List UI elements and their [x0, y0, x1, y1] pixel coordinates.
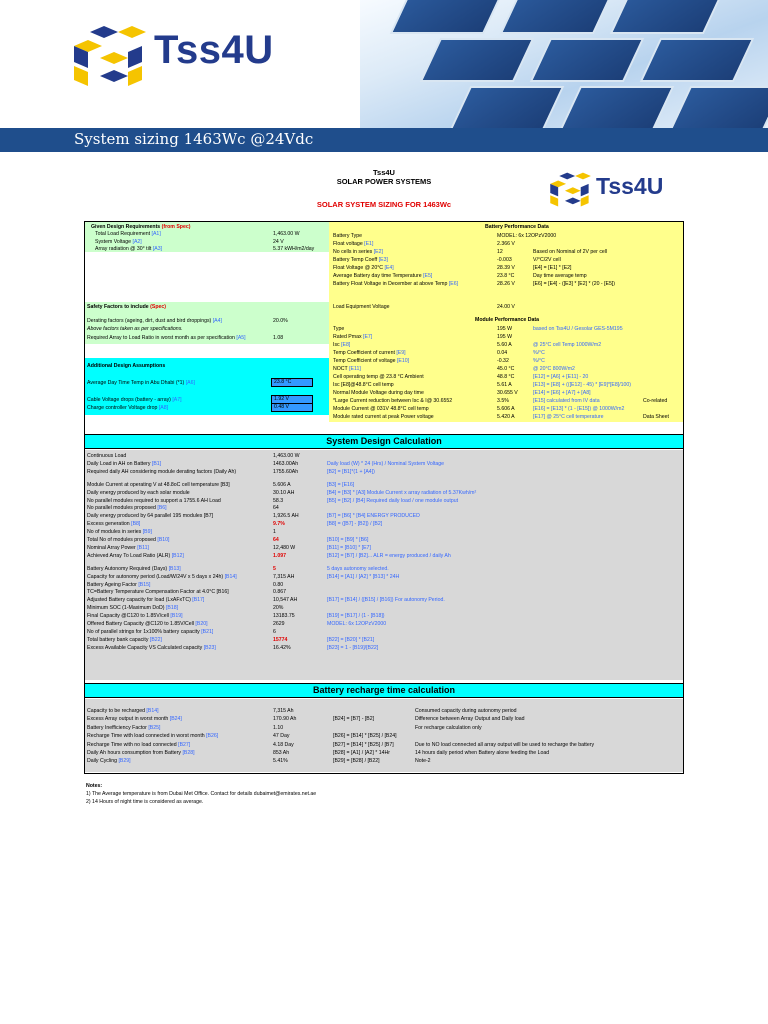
system-row-label [87, 521, 140, 527]
system-formula: [B11] = [B10] * [E7] [327, 544, 371, 551]
battery-row-label [333, 273, 432, 279]
recharge-row-label [87, 716, 182, 722]
module-value: 0.04 [497, 350, 508, 356]
solar-panel-photo [360, 0, 768, 128]
system-formula: [B19] = [B17] / (1 - [B18]) [327, 613, 385, 620]
recharge-row-label [87, 750, 195, 756]
battery-value: 28.39 V [497, 265, 515, 271]
battery-row-label [333, 281, 458, 287]
doc-subtitle: SOLAR POWER SYSTEMS [336, 177, 432, 186]
requirement-row-label [95, 239, 142, 245]
alr-label: Required Array to Load Ratio in worst month as per specification [87, 335, 235, 341]
recharge-row-label [87, 733, 218, 739]
recharge-note: Note-2 [415, 758, 431, 765]
battery-label: Battery Temp Coeff [333, 257, 378, 263]
module-value: 5.60 A [497, 342, 512, 348]
system-ref: [B14] [224, 573, 237, 580]
system-label: Total battery bank capacity [87, 636, 149, 643]
recharge-ref: [B27] [178, 741, 191, 748]
battery-ref: [E3] [378, 257, 388, 263]
system-row-label [87, 553, 184, 559]
module-row-label [333, 382, 394, 388]
module-ref: [E7] [363, 334, 373, 340]
system-label: Final Capacity @C120 to 1.85V/cell [87, 613, 169, 620]
system-row-label [87, 505, 167, 511]
recharge-ref: [B26] [206, 733, 219, 740]
battery-heading: Battery Performance Data [485, 224, 549, 230]
requirement-ref: [A3] [152, 246, 163, 253]
system-label: Continuous Load [87, 453, 127, 459]
derating-label: Derating factors (ageing, dirt, dust and bird droppings) [87, 318, 212, 324]
battery-row-label [333, 249, 383, 255]
battery-ref: [E1] [364, 241, 374, 247]
module-label: NOCT [333, 366, 348, 372]
system-row-label [87, 529, 152, 535]
recharge-value: 1.10 [273, 724, 284, 731]
system-formula: [B4] = [B3] * [A3] Module Current x array radiation of 5.37Kwh/m² [327, 489, 477, 496]
system-design-heading: System Design Calculation [85, 434, 683, 449]
brand-logo-icon [70, 22, 148, 88]
system-label: No parallel modules proposed [87, 505, 156, 512]
system-value: 6 [273, 628, 276, 635]
page-header [0, 0, 768, 128]
system-formula: [B12] = [B7] / [B2]... ALR = energy produced / daily Ah [327, 552, 451, 559]
module-ref: [E10] [396, 358, 410, 364]
recharge-value: 5.41% [273, 758, 288, 765]
system-value: 9.7% [273, 521, 285, 528]
system-value: 1 [273, 529, 276, 536]
module-row-label [333, 350, 406, 356]
requirement-value: 1,463.00 W [273, 231, 300, 237]
module-note: based on Tss4U / Gesolar GES-5M195 [533, 326, 623, 332]
module-note: @ 20°C 800W/m2 [533, 366, 575, 372]
brand-name: Tss4U [154, 28, 274, 72]
system-formula: Daily load (W) * 24 (Hrs) / Nominal System Voltage [327, 460, 445, 467]
system-formula: [B10] = [B9] * [B6] [327, 537, 369, 543]
load-voltage-label: Load Equipment Voltage [333, 304, 390, 310]
module-note: [E13] = [E8] + (([E12] - 45) * [E9]*[E8]/100) [533, 382, 632, 388]
recharge-label: Recharge Time with load connected in worst month [87, 733, 205, 740]
assumption-label: Charge controller Voltage drop [87, 405, 158, 411]
system-label: Offered Battery Capacity @C120 to 1.85V/Cell [87, 621, 194, 627]
requirement-ref: [A1] [151, 231, 161, 237]
recharge-heading: Battery recharge time calculation [85, 683, 683, 698]
battery-note: [E6] = [E4] - ([E3] * [E2] * (20 - [E5]) [533, 281, 616, 287]
system-value: 10,547 AH [273, 597, 298, 604]
battery-label: Average Battery day time Temperature [333, 273, 422, 279]
recharge-row-label [87, 758, 131, 764]
load-voltage-value: 24.00 V [497, 304, 515, 310]
derating-ref: [A4] [212, 318, 222, 324]
requirement-label: Array radiation @ 30° tilt [95, 246, 152, 253]
system-value: 5 [273, 565, 276, 572]
module-note: [E14] = [E6] + [A7] + [A8] [533, 390, 591, 396]
module-value: 195 W [497, 334, 512, 340]
recharge-label: Excess Array output in worst month [87, 716, 169, 723]
system-label: No of parallel strings for 1x100% battery capacity [87, 628, 200, 635]
battery-value: MODEL: 6x 12OPzV2000 [497, 233, 557, 239]
battery-value: 28.26 V [497, 281, 515, 287]
alr-ref: [A5] [236, 335, 246, 341]
system-ref: [B12] [171, 552, 184, 559]
derating-value: 20.0% [273, 318, 288, 324]
system-ref: [B23] [203, 644, 216, 651]
system-label: Daily energy produced by each solar module [87, 489, 190, 496]
recharge-value: 47 Day [273, 733, 290, 740]
system-row-label [87, 461, 161, 467]
system-formula: MODEL: 6x 12OPzV2000 [327, 621, 387, 627]
system-value: 1,926.5 AH [273, 513, 299, 520]
module-label: Normal Module Voltage during day time [333, 390, 424, 396]
recharge-formula: [B28] = [A1] / [A2] * 14Hr [333, 750, 390, 756]
assumption-ref: [A7] [172, 397, 182, 403]
recharge-note: Due to NO load connected all array output will be used to recharge the battery [415, 741, 595, 748]
system-ref: [B17] [192, 597, 205, 604]
system-row-label [87, 490, 190, 496]
module-value: 30.655 V [497, 390, 518, 396]
assumptions-heading: Additional Design Assumptions [87, 363, 166, 369]
assumption-value: 1.92 V [271, 395, 313, 404]
doc-company: Tss4U [373, 168, 395, 177]
module-row-label [333, 414, 434, 420]
system-row-label [87, 597, 204, 603]
system-value: 20% [273, 605, 284, 612]
system-label: No of modules in series [87, 529, 142, 536]
battery-label: Battery Float Voltage in December at above Temp [333, 281, 448, 287]
module-label: Module rated current at peak Power voltage [333, 414, 434, 420]
battery-label: Float Voltage @ 20°C [333, 265, 384, 271]
system-label: Achieved Array To Load Ratio (ALR) [87, 552, 171, 559]
module-value: 45.0 °C [497, 366, 515, 372]
system-label: TC=Battery Temperature Compensation Factor at 4.0°C [B16] [87, 589, 229, 596]
system-formula: 5 days autonomy selected. [327, 565, 389, 572]
module-note: [E16] = [E13] * (1 - [E15]) @ 1000W/m2 [533, 406, 625, 412]
recharge-value: 170.90 Ah [273, 716, 297, 723]
module-label: Cell operating temp @ 23.8 °C Ambient [333, 374, 424, 380]
module-ref: [E11] [349, 366, 361, 372]
requirement-label: System Voltage [95, 238, 132, 245]
recharge-label: Recharge Time with no load connected [87, 741, 177, 748]
recharge-value: 7,315 Ah [273, 708, 294, 714]
battery-row-label [333, 265, 394, 271]
assumption-label-row [87, 380, 195, 386]
recharge-label: Capacity to be recharged [87, 708, 145, 714]
module-note-2: Co-related [643, 398, 668, 404]
module-note: [E12] = [A6] + [E11] - 20 [533, 374, 589, 380]
system-row-label [87, 645, 216, 651]
safety-heading: Safety Factors to include [87, 304, 149, 310]
module-value: 5.606 A [497, 406, 515, 412]
module-note: %/°C [533, 350, 545, 356]
sheet-title: SOLAR SYSTEM SIZING FOR 1463Wc [316, 200, 452, 209]
system-formula: [B17] = [B14] / ([B15] / [B16]) For autonomy Period. [327, 597, 445, 604]
system-value: 58.3 [273, 497, 284, 504]
page-title: System sizing 1463Wc @24Vdc [74, 130, 314, 148]
requirement-value: 24 V [273, 238, 284, 245]
system-value: 64 [273, 505, 279, 512]
battery-ref: [E4] [384, 265, 394, 271]
system-row-label [87, 513, 213, 519]
module-label: Isc [333, 342, 340, 348]
system-row-label [87, 545, 149, 551]
recharge-row-label [87, 742, 190, 748]
recharge-formula: [B27] = [B14] * [B25] / [B7] [333, 741, 394, 748]
recharge-row-label [87, 725, 160, 731]
recharge-label: Battery Inefficiency Factor [87, 724, 147, 731]
design-req-heading: Given Design Requirements [91, 224, 161, 230]
module-label: Module Current @ 031V 48.8°C cell temp [333, 406, 429, 412]
system-value: 0.867 [273, 589, 286, 596]
system-row-label [87, 566, 181, 572]
module-label: Rated Pmax [333, 334, 362, 340]
system-ref: [B10] [157, 537, 170, 543]
module-row-label [333, 398, 452, 404]
module-note: [E15] calculated from IV data [533, 398, 600, 404]
system-label: Excess Available Capacity VS Calculated capacity [87, 644, 203, 651]
system-formula: [B2] = [B1]*(1 + [A4]) [327, 468, 375, 475]
module-value: 195 W [497, 326, 512, 332]
module-value: 48.8 °C [497, 374, 515, 380]
battery-value: -0.003 [497, 257, 512, 263]
requirement-label: Total Load Requirement [95, 231, 151, 237]
design-req-note: (from Spec) [161, 224, 191, 230]
system-formula: [B22] = [B20] * [B21] [327, 636, 375, 643]
module-ref: [E9] [396, 350, 406, 356]
system-value: 7,315 AH [273, 573, 295, 580]
system-formula: [B14] = [A1] / [A2] * [B13] * 24H [327, 573, 400, 580]
system-ref: [B21] [201, 628, 214, 635]
system-label: Daily energy produced by 64 parallel 195 modules [B7] [87, 513, 214, 520]
system-label: Minimum SOC (1-Maximum DoD) [87, 605, 165, 612]
system-row-label [87, 574, 237, 580]
module-note: @ 25°C cell Temp 1000W/m2 [533, 342, 602, 348]
module-value: -0.32 [497, 358, 509, 364]
assumption-label-row [87, 397, 182, 403]
battery-note: V/°C/2V cell [533, 257, 561, 263]
module-row-label [333, 390, 424, 396]
recharge-note: 14 hours daily period when Battery alone feeding the Load [415, 750, 550, 756]
assumption-ref: [A6] [185, 380, 195, 386]
requirement-row-label [95, 231, 161, 237]
system-ref: [B22] [149, 636, 162, 643]
system-ref: [B11] [137, 544, 149, 551]
battery-ref: [E6] [448, 281, 459, 287]
recharge-formula: [B26] = [B14] * [B25] / [B24] [333, 733, 397, 740]
module-value: 3.5% [497, 398, 509, 404]
system-label: Nominal Array Power [87, 544, 136, 551]
system-label: Total No of modules proposed [87, 537, 156, 543]
recharge-label: Daily Ah hours consumption from Battery [87, 750, 181, 756]
system-row-label [87, 613, 183, 619]
sizing-sheet [84, 221, 684, 774]
battery-row-label [333, 233, 362, 239]
system-label: Module Current at operating V at 48.8oC cell temperature [B3] [87, 481, 230, 488]
system-ref: [B15] [138, 581, 151, 588]
recharge-ref: [B25] [148, 724, 161, 731]
module-label: *Large Current reduction between Isc & I@ 30.6552 [333, 398, 453, 404]
system-formula: [B3] = [E16] [327, 481, 355, 488]
system-row-label [87, 582, 150, 588]
module-heading: Module Performance Data [475, 317, 539, 323]
recharge-label: Daily Cycling [87, 758, 117, 765]
system-value: 13183.75 [273, 613, 295, 620]
assumption-ref: [A8] [158, 405, 169, 411]
battery-label: Battery Type [333, 233, 363, 239]
recharge-value: 853 Ah [273, 750, 290, 756]
system-ref: [B1] [151, 460, 162, 467]
recharge-ref: [B28] [182, 750, 195, 756]
system-row-label [87, 605, 178, 611]
module-value: 5.61 A [497, 382, 512, 388]
recharge-formula: [B24] = [B7] - [B2] [333, 716, 375, 723]
system-formula: [B7] = [B6] * [B4] ENERGY PRODUCED [327, 513, 420, 520]
system-row-label [87, 589, 229, 595]
system-label: Battery Ageing Factor [87, 581, 137, 588]
system-value: 1755.60Ah [273, 468, 299, 475]
assumption-value: 23.8 °C [271, 378, 313, 387]
module-row-label [333, 358, 409, 364]
module-row-label [333, 374, 424, 380]
module-note-2: Data Sheet [643, 414, 669, 420]
module-row-label [333, 406, 429, 412]
system-ref: [B8] [131, 521, 141, 528]
system-ref: [B6] [157, 505, 167, 512]
module-label: Type [333, 326, 345, 332]
system-row-label [87, 469, 236, 475]
assumption-label: Cable Voltage drops (battery - array) [87, 397, 171, 403]
system-ref: [B18] [165, 605, 179, 612]
module-row-label [333, 334, 372, 340]
system-ref: [B20] [195, 621, 208, 627]
battery-ref: [E2] [373, 249, 383, 255]
brand-name-small: Tss4U [596, 173, 664, 199]
system-value: 30.10 AH [273, 489, 295, 496]
safety-note: (Spec) [150, 304, 167, 310]
system-ref: [B19] [170, 613, 183, 620]
requirement-row-label [95, 246, 162, 252]
system-ref: [B9] [142, 529, 152, 536]
battery-row-label [333, 241, 373, 247]
module-row-label [333, 366, 361, 372]
system-row-label [87, 537, 170, 543]
recharge-note: Difference between Array Output and Daily load [415, 716, 525, 723]
system-value: 15774 [273, 636, 288, 643]
title-bar [0, 128, 768, 152]
alr-value: 1.08 [273, 335, 284, 341]
system-value: 1,463.00 W [273, 453, 300, 459]
module-label: Isc [E8]@48.8°C cell temp [333, 382, 394, 388]
recharge-ref: [B14] [146, 708, 159, 714]
battery-note: [E4] = [E1] * [E2] [533, 265, 572, 271]
notes-heading: Notes: [86, 783, 103, 789]
system-value: 1.097 [273, 552, 286, 559]
battery-label: Float voltage [333, 241, 363, 247]
battery-ref: [E5] [423, 273, 433, 279]
battery-value: 23.8 °C [497, 273, 515, 279]
system-value: 1463.00Ah [273, 460, 299, 467]
system-label: Adjusted Battery capacity for load (LxAFxTC) [87, 597, 191, 604]
module-ref: [E8] [341, 342, 351, 348]
recharge-value: 4.18 Day [273, 741, 294, 748]
system-row-label [87, 637, 162, 643]
battery-value: 2.366 V [497, 241, 515, 247]
module-row-label [333, 326, 344, 332]
note-1: 1) The Average temperature is from Dubai Met Office. Contact for details dubaimet@emirates.net.ae [86, 791, 317, 797]
requirement-value: 5.37 kWH/m2/day [273, 246, 315, 253]
module-value: 5.420 A [497, 414, 515, 420]
recharge-formula: [B29] = [B28] / [B22] [333, 758, 380, 765]
system-label: No parallel modules required to support a 1755.6 AH Load [87, 497, 221, 504]
system-row-label [87, 629, 213, 635]
system-label: Required daily AH considering module derating factors (Daily Ah) [87, 468, 237, 475]
system-label: Battery Autonomy Required (Days) [87, 565, 168, 572]
module-note: [E17] @ 25°C cell temperature [533, 414, 604, 420]
assumption-label-row [87, 405, 168, 411]
brand-logo-small-icon [548, 170, 592, 208]
battery-label: No cells in series [333, 249, 373, 255]
module-note: %/°C [533, 358, 545, 364]
recharge-note: Consumed capacity during autonomy period [415, 708, 517, 714]
system-value: 12,480 W [273, 544, 296, 551]
system-row-label [87, 453, 126, 459]
recharge-row-label [87, 708, 159, 714]
system-value: 16.42% [273, 644, 291, 651]
recharge-ref: [B24] [169, 716, 182, 723]
note-2: 2) 14 Hours of night time is considered as average. [86, 799, 204, 805]
system-formula: [B8] = ([B7] - [B2]) / [B2] [327, 521, 383, 528]
system-formula: [B23] = 1 - [B19]/[B22] [327, 644, 379, 651]
system-row-label [87, 621, 208, 627]
module-label: Temp Coefficient of current [333, 350, 395, 356]
recharge-note: For recharge calculation only [415, 724, 482, 731]
requirement-ref: [A2] [132, 238, 142, 245]
battery-note: Based on Nominal of 2V per cell [533, 249, 608, 255]
system-label: Daily Load in AH on Battery [87, 460, 151, 467]
battery-value: 12 [497, 249, 503, 255]
system-ref: [B13] [168, 565, 181, 572]
system-formula: [B5] = [B2] / [B4] Required daily load / one module output [327, 497, 459, 504]
system-row-label [87, 482, 230, 488]
system-label: Excess generation [87, 521, 130, 528]
safety-text: Above factors taken as per specifications. [87, 326, 183, 332]
system-row-label [87, 498, 221, 504]
module-label: Temp Coefficient of voltage [333, 358, 396, 364]
system-value: 2629 [273, 621, 285, 627]
battery-row-label [333, 257, 388, 263]
assumption-label: Average Day Time Temp in Abu Dhabi (*1) [87, 380, 185, 386]
system-value: 0.80 [273, 581, 284, 588]
assumption-value: 0.48 V [271, 403, 313, 412]
system-label: Capacity for autonomy period (Load/W/24V x 5 days x 24h) [87, 573, 224, 580]
notes [86, 782, 316, 806]
module-row-label [333, 342, 350, 348]
system-value: 5.606 A [273, 481, 291, 488]
recharge-ref: [B29] [118, 758, 131, 765]
battery-note: Day time average temp [533, 273, 587, 279]
system-value: 64 [273, 537, 279, 543]
